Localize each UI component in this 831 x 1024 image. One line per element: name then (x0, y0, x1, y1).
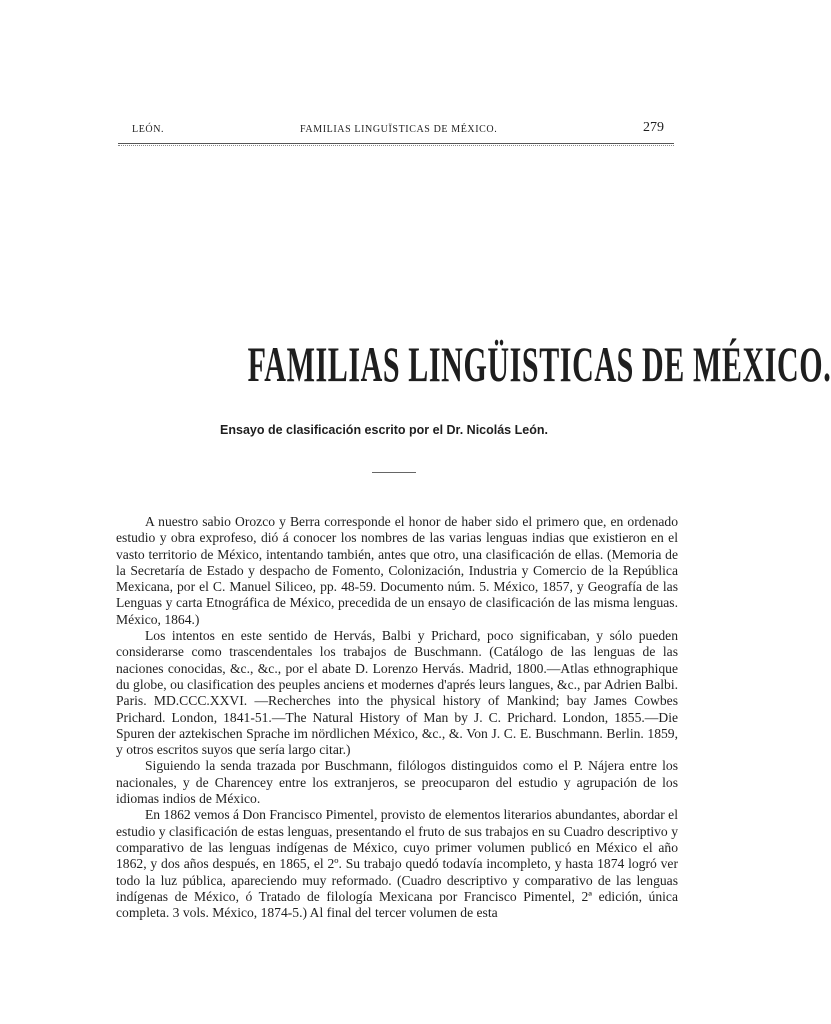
paragraph: En 1862 vemos á Don Francisco Pimentel, provisto de elementos literarios abundantes, abordar el estudio y clasificación de estas lenguas, presentando el fruto de sus trabajos en su Cuadro descriptivo y comparativo de las lenguas indígenas de México, cuyo primer volumen publicó en México el año 1862, y dos años después, en 1865, el 2º. Su trabajo quedó todavía incompleto, y hasta 1874 logró ver todo la luz pública, apareciendo muy reformado. (Cuadro descriptivo y comparativo de las lenguas indígenas de México, ó Tratado de filología Mexicana por Francisco Pimentel, 2ª edición, única completa. 3 vols. México, 1874-5.) Al final del tercer volumen de esta (116, 807, 678, 921)
header-rule (118, 143, 674, 146)
running-head-author: LEÓN. (132, 124, 165, 135)
title-ornament-rule (372, 472, 416, 473)
running-head-title: FAMILIAS LINGUÏSTICAS DE MÉXICO. (300, 124, 498, 135)
page-number: 279 (643, 120, 664, 135)
article-title: FAMILIAS LINGÜISTICAS DE MÉXICO. (247, 336, 831, 392)
article-subtitle: Ensayo de clasificación escrito por el Dr. Nicolás León. (220, 423, 548, 437)
running-head (130, 121, 664, 141)
article-body (116, 514, 678, 921)
paragraph: Siguiendo la senda trazada por Buschmann, filólogos distinguidos como el P. Nájera entre los nacionales, y de Charencey entre los extranjeros, se preocuparon del estudio y agrupación de los idiomas indios de México. (116, 758, 678, 807)
paragraph: A nuestro sabio Orozco y Berra corresponde el honor de haber sido el primero que, en ordenado estudio y obra exprofeso, dió á conocer los nombres de las varias lenguas indias que existieron en el vasto territorio de México, intentando también, antes que otro, una clasificación de ellas. (Memoria de la Secretaría de Estado y despacho de Fomento, Colonización, Industria y Comercio de la República Mexicana, por el C. Manuel Siliceo, pp. 48-59. Documento núm. 5. México, 1857, y Geografía de las Lenguas y carta Etnográfica de México, precedida de un ensayo de clasificación de las misma lenguas. México, 1864.) (116, 514, 678, 627)
paragraph: Los intentos en este sentido de Hervás, Balbi y Prichard, poco significaban, y sólo pueden considerarse como trascendentales los trabajos de Buschmann. (Catálogo de las lenguas de las naciones conocidas, &c., &c., por el abate D. Lorenzo Hervás. Madrid, 1800.—Atlas ethnographique du globe, ou clasification des peuples anciens et modernes d'aprés leurs langues, &c., par Adrien Balbi. Paris. MD.CCC.XXVI. —Recherches into the physical history of Mankind; bay James Cowbes Prichard. London, 1841-51.—The Natural History of Man by J. C. Prichard. London, 1855.—Die Spuren der aztekischen Sprache im nördlichen México, &c., &. Von J. C. E. Buschmann. Berlin. 1859, y otros escritos suyos que sería largo citar.) (116, 628, 678, 758)
